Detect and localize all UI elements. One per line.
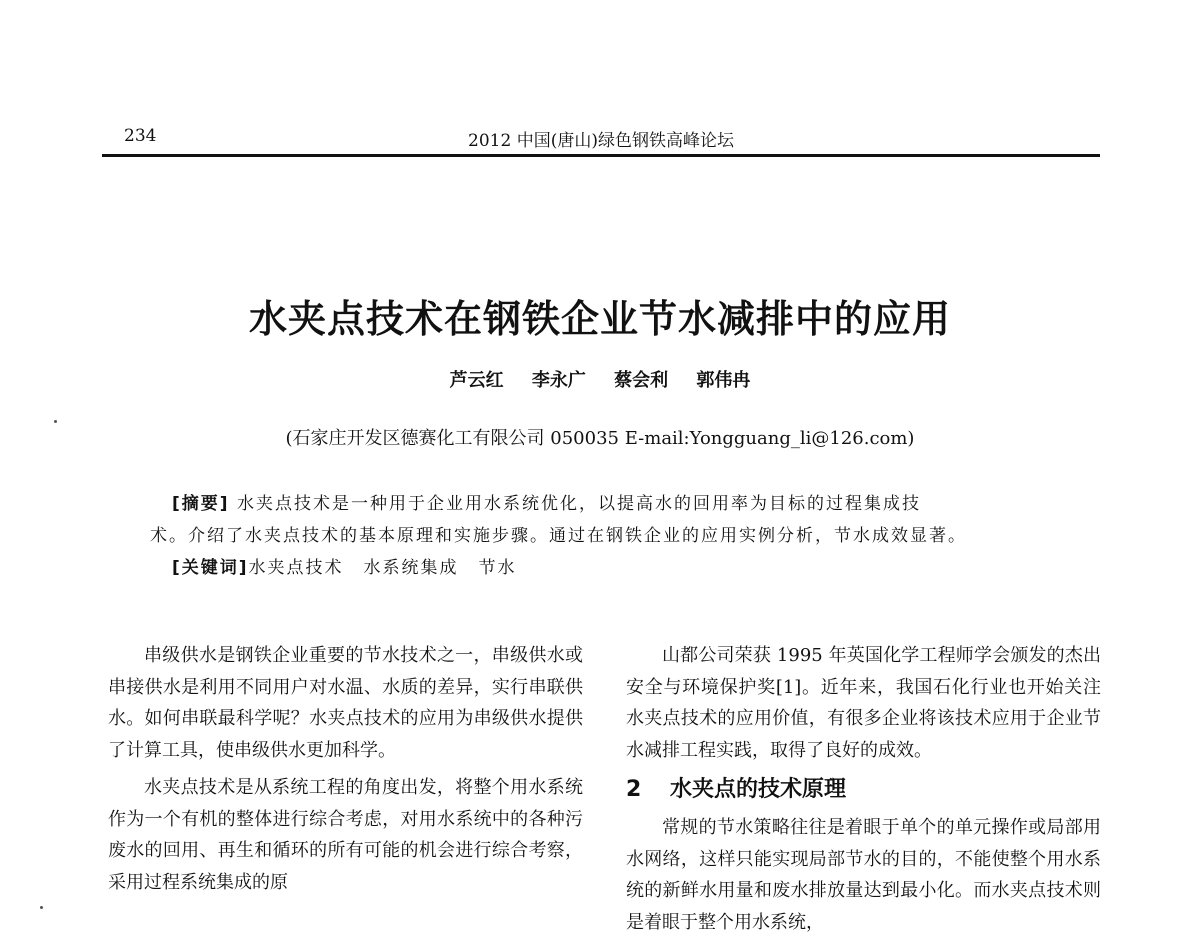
- author-list: [0, 366, 1200, 392]
- author-name: 蔡会利: [614, 370, 669, 391]
- abstract-text-2: 术。介绍了水夹点技术的基本原理和实施步骤。通过在钢铁企业的应用实例分析，节水成效显著。: [150, 526, 967, 546]
- scan-speck: [54, 420, 57, 423]
- body-column-left: [108, 640, 583, 904]
- author-name: 郭伟冉: [696, 370, 751, 391]
- page-number: 234: [124, 126, 157, 146]
- author-name: 李永广: [531, 370, 586, 391]
- paper-title: 水夹点技术在钢铁企业节水减排中的应用: [248, 297, 951, 341]
- scan-speck: [40, 906, 43, 909]
- body-paragraph: 水夹点技术是从系统工程的角度出发，将整个用水系统作为一个有机的整体进行综合考虑，对用水系统中的各种污废水的回用、再生和循环的所有可能的机会进行综合考察，采用过程系统集成的原: [108, 777, 583, 893]
- keyword: 节水: [478, 558, 517, 578]
- keyword: 水系统集成: [363, 558, 459, 578]
- author-name: 芦云红: [449, 370, 504, 391]
- keywords-label: [关键词]: [172, 558, 249, 578]
- running-title: 2012 中国(唐山)绿色钢铁高峰论坛: [468, 131, 734, 151]
- page-header: [102, 118, 1100, 154]
- abstract-line: [150, 488, 1065, 520]
- abstract-label: [摘要]: [172, 494, 230, 514]
- abstract-text-1: 水夹点技术是一种用于企业用水系统优化，以提高水的回用率为目标的过程集成技: [236, 494, 921, 514]
- keywords-line: [172, 552, 1065, 584]
- section-number: 2: [626, 777, 642, 802]
- header-rule: [102, 154, 1100, 157]
- body-column-right: [626, 640, 1101, 944]
- body-paragraph: 串级供水是钢铁企业重要的节水技术之一，串级供水或串接供水是利用不同用户对水温、水质的差异，实行串联供水。如何串联最科学呢？水夹点技术的应用为串级供水提供了计算工具，使串级供水更加科学。: [108, 645, 583, 761]
- affiliation: (石家庄开发区德赛化工有限公司 050035 E-mail:Yongguang_li@126.com): [285, 428, 915, 449]
- body-paragraph: 常规的节水策略往往是着眼于单个的单元操作或局部用水网络，这样只能实现局部节水的目的，不能使整个用水系统的新鲜水用量和废水排放量达到最小化。而水夹点技术则是着眼于整个用水系统，: [626, 817, 1101, 933]
- abstract-block: [150, 488, 1065, 584]
- section-title: 水夹点的技术原理: [670, 777, 847, 802]
- body-paragraph: 山都公司荣获 1995 年英国化学工程师学会颁发的杰出安全与环境保护奖[1]。近年来，我国石化行业也开始关注水夹点技术的应用价值，有很多企业将该技术应用于企业节水减排工程实践，取得了良好的成效。: [626, 645, 1101, 761]
- section-heading: [626, 772, 1101, 808]
- keyword: 水夹点技术: [248, 558, 344, 578]
